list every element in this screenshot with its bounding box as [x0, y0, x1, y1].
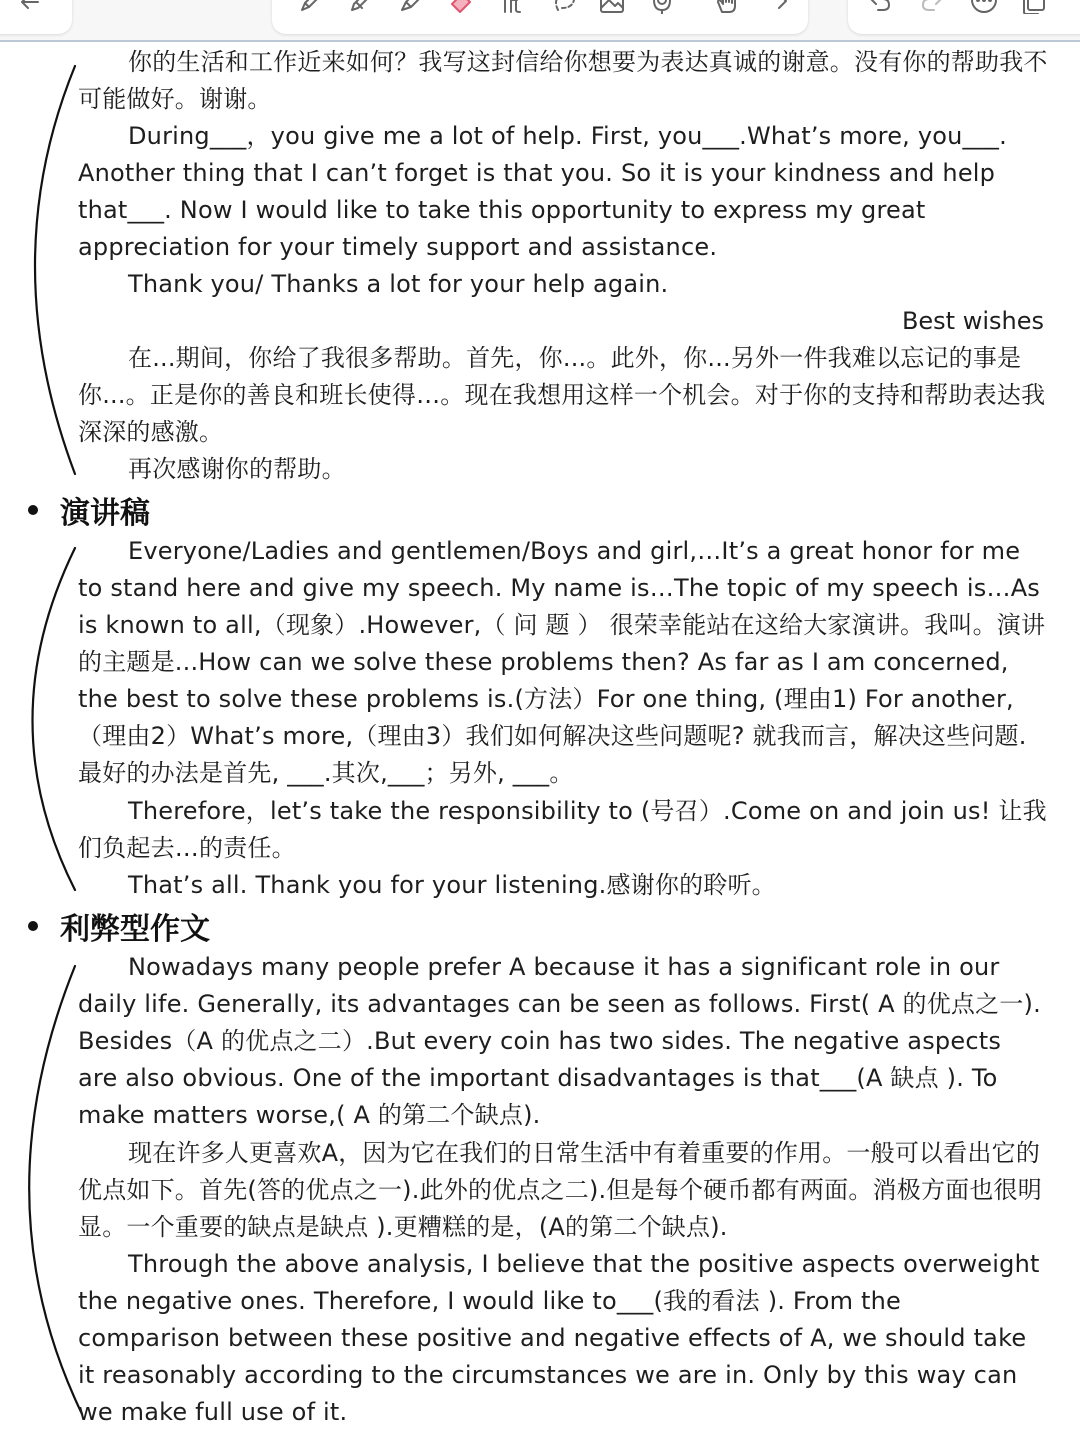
- redo-icon[interactable]: [912, 0, 952, 14]
- proscons-paragraph-3: Through the above analysis, I believe that the positive aspects overweight the negative ones. Therefore, I would like to___(我的看法 ). From the comparison between these positive and negative effects of A, we should take it reasonably according to the circumstances we are in. Only by this way can we make full use of it.: [78, 1250, 1040, 1426]
- image-icon[interactable]: [592, 0, 632, 14]
- back-arrow-icon[interactable]: [10, 0, 50, 14]
- highlighter-icon[interactable]: [390, 0, 430, 14]
- letter-paragraph-5: 再次感谢你的帮助。: [128, 455, 346, 483]
- note-page[interactable]: [0, 42, 1080, 1440]
- letter-signoff: Best wishes: [901, 307, 1044, 335]
- section-heading-speech: [28, 490, 150, 530]
- proscons-paragraph-2: 现在许多人更喜欢A，因为它在我们的日常生活中有着重要的作用。一般可以看出它的优点如下。首先(答的优点之一).此外的优点之二).但是每个硬币都有两面。消极方面也很明显。一个重要的缺点是缺点 ).更糟糕的是，(A的第二个缺点).: [78, 1139, 1042, 1241]
- speech-paragraph-1: Everyone/Ladies and gentlemen/Boys and girl,…It’s a great honor for me to stand here and give my speech. My name is…The topic of my speech is…As is known to all,（现象）.However,（ 问 题 ） 很荣幸能站在这给大家演讲。我叫。演讲的主题是...How can we solve these problems then? As far as I am concerned, the best to solve these problems is.(方法）For one thing, (理由1) For another, （理由2）What’s more,（理由3）我们如何解决这些问题呢? 就我而言，解决这些问题.最好的办法是首先, ___.其次,___；另外, ___。: [78, 537, 1046, 787]
- pages-icon[interactable]: [1014, 0, 1054, 14]
- bracket-proscons: [29, 966, 82, 1414]
- more-icon[interactable]: [964, 0, 1004, 14]
- letter-paragraph-3: Thank you/ Thanks a lot for your help again.: [128, 270, 669, 298]
- undo-icon[interactable]: [860, 0, 900, 14]
- bullet-icon: [28, 505, 38, 515]
- bullet-icon: [28, 921, 38, 931]
- bracket-speech: [33, 548, 76, 890]
- note-toolbar: [0, 0, 1080, 42]
- letter-paragraph-4: 在...期间，你给了我很多帮助。首先，你...。此外，你...另外一件我难以忘记的事是你...。正是你的善良和班长使得…。现在我想用这样一个机会。对于你的支持和帮助表达我深深的感激。: [78, 344, 1046, 446]
- eraser-icon[interactable]: [440, 0, 480, 14]
- tools-group: [272, 0, 808, 34]
- hand-icon[interactable]: [708, 0, 748, 14]
- speech-paragraph-2: Therefore，let’s take the responsibility to (号召）.Come on and join us! 让我们负起去…的责任。: [78, 797, 1047, 862]
- pencil-icon[interactable]: [340, 0, 380, 14]
- letter-paragraph-1: 你的生活和工作近来如何？我写这封信给你想要为表达真诚的谢意。没有你的帮助我不可能做好。谢谢。: [78, 48, 1048, 113]
- section-heading-proscons: [28, 906, 210, 946]
- next-icon[interactable]: [762, 0, 802, 14]
- heading-text: 利弊型作文: [60, 912, 210, 947]
- lasso-icon[interactable]: [544, 0, 584, 14]
- letter-paragraph-2: During___，you give me a lot of help. First, you___.What’s more, you___. Another thing that I can’t forget is that you. So it is your kindness and help that___. Now I would like to take this opportunity to express my great appreciation for your timely support and assistance.: [78, 122, 1007, 261]
- heading-text: 演讲稿: [60, 496, 150, 531]
- actions-group: [848, 0, 1080, 34]
- text-icon[interactable]: [494, 0, 534, 14]
- bracket-letter: [35, 66, 75, 474]
- nav-group: [0, 0, 72, 34]
- microphone-icon[interactable]: [642, 0, 682, 14]
- speech-paragraph-3: That’s all. Thank you for your listening.感谢你的聆听。: [128, 871, 776, 899]
- proscons-paragraph-1: Nowadays many people prefer A because it has a significant role in our daily life. Generally, its advantages can be seen as follows. First( A 的优点之一). Besides（A 的优点之二）.But every coin has two sides. The negative aspects are also obvious. One of the important disadvantages is that___(A 缺点 ). To make matters worse,( A 的第二个缺点).: [78, 953, 1041, 1129]
- pen-icon[interactable]: [290, 0, 330, 14]
